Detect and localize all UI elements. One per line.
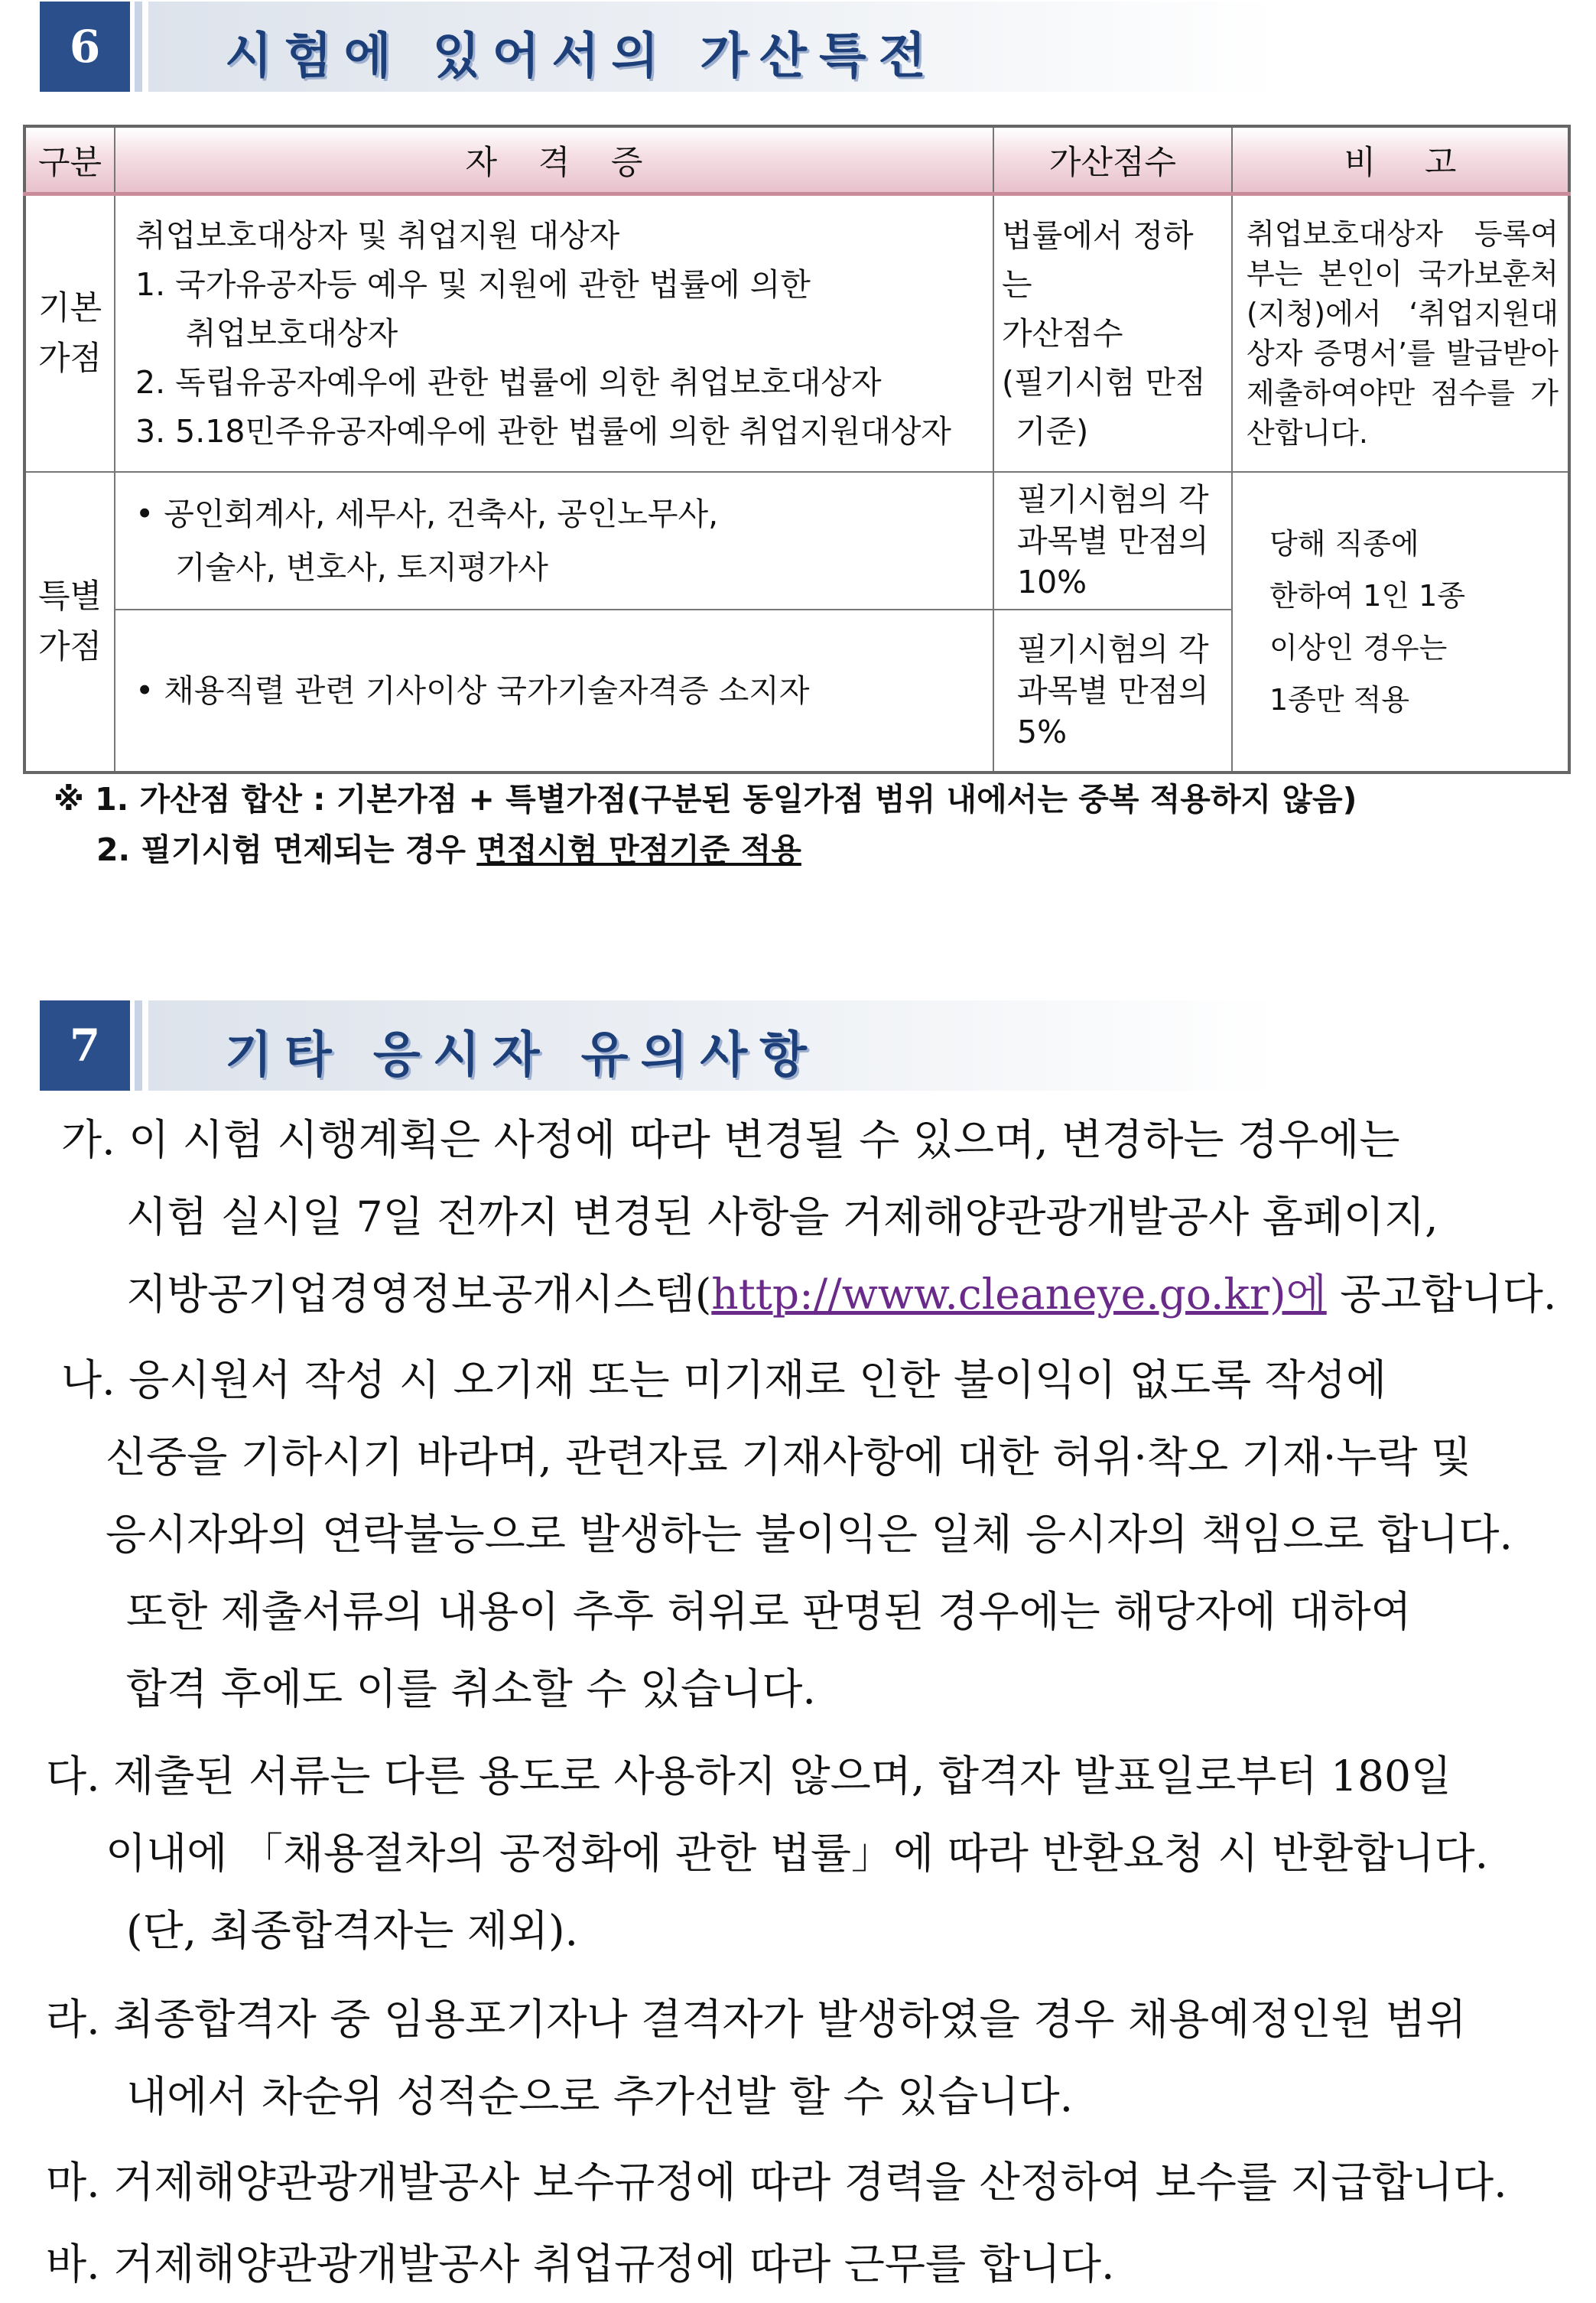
paragraph-ga — [46, 1101, 1560, 1333]
para-line — [46, 1256, 1560, 1333]
points-basic-line: 법률에서 정하는 — [1002, 216, 1194, 303]
table-row-basic — [24, 194, 1569, 472]
note-special-line: 한하여 1인 1종 — [1269, 578, 1466, 613]
points-basic-line: (필기시험 만점 — [1002, 363, 1206, 401]
paragraph-na — [46, 1342, 1560, 1728]
para-line: 가. 이 시험 시행계획은 사정에 따라 변경될 수 있으며, 변경하는 경우에는 — [61, 1115, 1400, 1164]
para-line: 내에서 차순위 성적순으로 추가선발 할 수 있습니다. — [126, 2072, 1074, 2121]
qualification-special-1 — [115, 472, 993, 610]
category-special-line1: 특별 — [37, 577, 102, 616]
qual-basic-line: 취업보호대상자 및 취업지원 대상자 — [135, 216, 620, 254]
note-special-line: 이상인 경우는 — [1269, 630, 1448, 665]
points-basic — [993, 194, 1232, 472]
para-text: 지방공기업경영정보공개시스템( — [126, 1270, 712, 1319]
section-6-stripe — [135, 2, 142, 92]
section-6-title: 시험에 있어서의 가산특전 — [225, 28, 938, 85]
points-special-line: 과목별 만점의 — [1017, 672, 1209, 709]
bonus-points-table — [23, 125, 1571, 774]
note-special-line: 1종만 적용 — [1269, 682, 1410, 717]
section-7-number: 7 — [40, 1000, 130, 1091]
section-7-header — [40, 1000, 1279, 1091]
qualification-basic — [115, 194, 993, 472]
category-special — [24, 472, 115, 773]
para-line: 신중을 기하시기 바라며, 관련자료 기재사항에 대한 허위·착오 기재·누락 및 — [106, 1433, 1472, 1482]
category-basic-line1: 기본 — [37, 288, 102, 327]
section-6-number: 6 — [40, 2, 130, 92]
points-basic-line: 기준) — [1016, 412, 1089, 450]
note-special-line: 당해 직종에 — [1269, 526, 1419, 561]
para-line: 이내에 「채용절차의 공정화에 관한 법률」에 따라 반환요청 시 반환합니다. — [106, 1829, 1489, 1878]
para-line: 다. 제출된 서류는 다른 용도로 사용하지 않으며, 합격자 발표일로부터 180일 — [46, 1752, 1452, 1800]
para-line: 나. 응시원서 작성 시 오기재 또는 미기재로 인한 불이익이 없도록 작성에 — [61, 1355, 1387, 1404]
points-special-line: 필기시험의 각 — [1017, 480, 1209, 518]
section-7-bar — [148, 1000, 1279, 1091]
category-basic-line2: 가점 — [37, 339, 102, 378]
footnote-line-1: ※ 1. 가산점 합산 : 기본가점 + 특별가점(구분된 동일가점 범위 내에서는 중복 적용하지 않음) — [54, 781, 1357, 818]
table-header-row — [24, 126, 1569, 194]
section-7-title: 기타 응시자 유의사항 — [225, 1027, 819, 1084]
paragraph-ba — [46, 2226, 1560, 2303]
qualification-special-2 — [115, 610, 993, 773]
para-line: 바. 거제해양관광개발공사 취업규정에 따라 근무를 합니다. — [46, 2240, 1115, 2288]
points-special-line: 10% — [1017, 563, 1087, 600]
para-line: 시험 실시일 7일 전까지 변경된 사항을 거제해양관광개발공사 홈페이지, — [126, 1192, 1438, 1241]
qual-basic-line: 3. 5.18민주유공자예우에 관한 법률에 의한 취업지원대상자 — [135, 412, 951, 450]
qual-basic-line: 1. 국가유공자등 예우 및 지원에 관한 법률에 의한 — [135, 265, 811, 303]
table-row-special-1 — [24, 472, 1569, 610]
footnote-line-2-underlined: 면접시험 만점기준 적용 — [476, 831, 801, 868]
header-points: 가산점수 — [993, 126, 1232, 194]
footnote-line-2-text: 2. 필기시험 면제되는 경우 — [96, 831, 477, 868]
qual-special-line: 기술사, 변호사, 토지평가사 — [175, 548, 548, 586]
cleaneye-link[interactable]: http://www.cleaneye.go.kr)에 — [711, 1270, 1327, 1319]
points-special-2 — [993, 610, 1232, 773]
para-line: (단, 최종합격자는 제외). — [126, 1906, 579, 1955]
category-special-line2: 가점 — [37, 627, 102, 666]
points-basic-line: 가산점수 — [1002, 314, 1123, 352]
paragraph-ma — [46, 2144, 1560, 2221]
paragraph-da — [46, 1738, 1560, 1970]
section-6-header — [40, 2, 1279, 92]
category-basic — [24, 194, 115, 472]
para-line: 마. 거제해양관광개발공사 보수규정에 따라 경력을 산정하여 보수를 지급합니다. — [46, 2158, 1507, 2207]
paragraph-ra — [46, 1981, 1560, 2135]
header-note: 비 고 — [1232, 126, 1569, 194]
para-line: 응시자와의 연락불능으로 발생하는 불이익은 일체 응시자의 책임으로 합니다. — [106, 1510, 1513, 1559]
qual-special-line: • 공인회계사, 세무사, 건축사, 공인노무사, — [135, 495, 719, 532]
header-qualification: 자 격 증 — [115, 126, 993, 194]
para-text: 공고합니다. — [1326, 1270, 1557, 1319]
para-line: 라. 최종합격자 중 임용포기자나 결격자가 발생하였을 경우 채용예정인원 범위 — [46, 1995, 1467, 2044]
qual-basic-line: 취업보호대상자 — [186, 314, 398, 352]
footnote-line-2 — [96, 825, 801, 870]
section-6-bar — [148, 2, 1279, 92]
points-special-1 — [993, 472, 1232, 610]
para-line: 또한 제출서류의 내용이 추후 허위로 판명된 경우에는 해당자에 대하여 — [126, 1587, 1412, 1636]
qual-basic-line: 2. 독립유공자예우에 관한 법률에 의한 취업보호대상자 — [135, 363, 882, 401]
header-category: 구분 — [24, 126, 115, 194]
section-7-stripe — [135, 1000, 142, 1091]
qual-special-line: • 채용직렬 관련 기사이상 국가기술자격증 소지자 — [135, 672, 810, 709]
para-line: 합격 후에도 이를 취소할 수 있습니다. — [126, 1664, 816, 1713]
points-special-line: 필기시험의 각 — [1017, 630, 1209, 668]
points-special-line: 과목별 만점의 — [1017, 522, 1209, 559]
note-basic: 취업보호대상자 등록여부는 본인이 국가보훈처(지청)에서 ‘취업지원대상자 증명서’를 발급받아 제출하여야만 점수를 가산합니다. — [1232, 194, 1569, 472]
points-special-line: 5% — [1017, 713, 1068, 750]
note-special — [1232, 472, 1569, 773]
